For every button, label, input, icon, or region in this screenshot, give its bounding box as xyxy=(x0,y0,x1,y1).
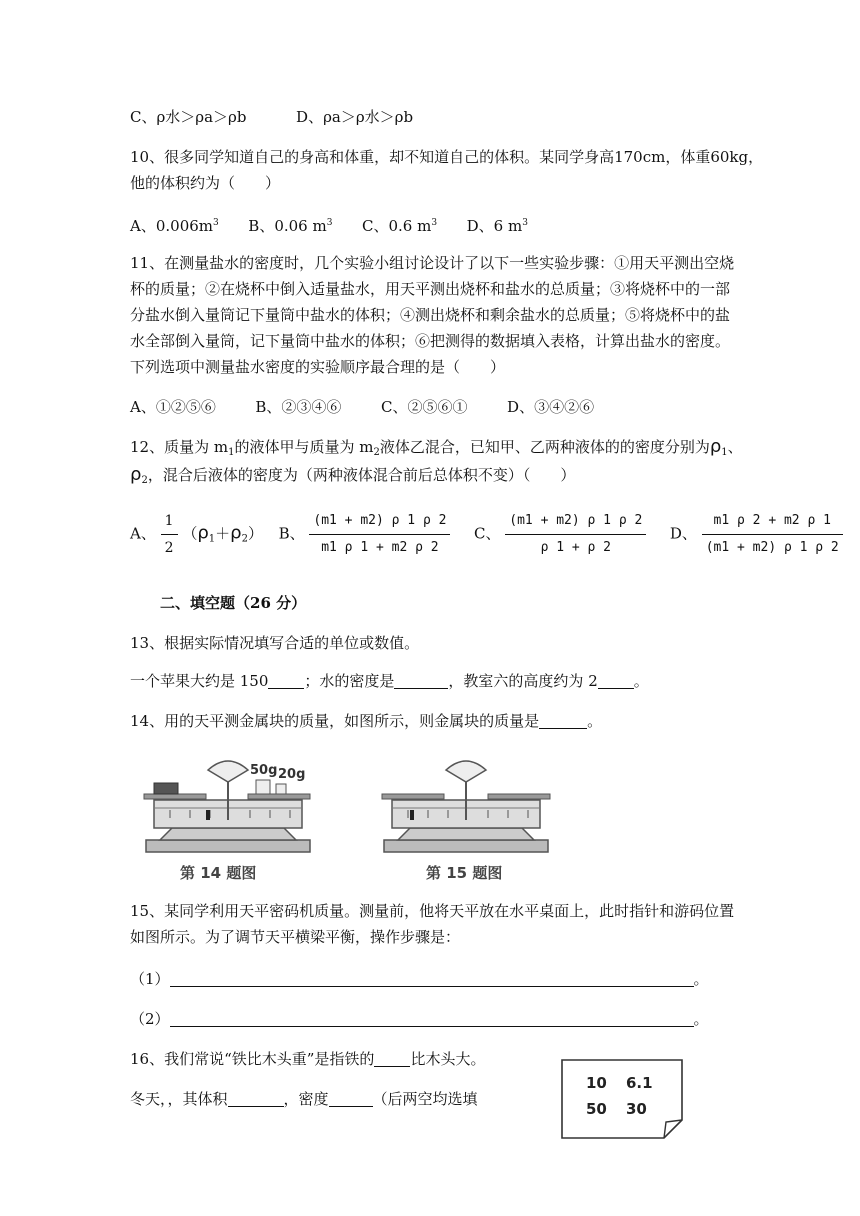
q13-blank-3[interactable] xyxy=(598,672,634,689)
q16-line-2: 冬天，，其体积 ，密度 （后两空均选填 xyxy=(130,1090,478,1108)
weight-20g-label: 20g xyxy=(278,767,306,782)
note-value-1: 10 xyxy=(586,1074,607,1092)
q10-option-d: D、6 $m^3$ xyxy=(466,217,528,235)
q16-blank-2[interactable] xyxy=(228,1090,284,1107)
q15-step-2: （2） 。 xyxy=(130,1010,709,1028)
q15-line-2: 如图所示。为了调节天平横梁平衡，操作步骤是： xyxy=(130,928,461,946)
section-2-title: 二、填空题（26 分） xyxy=(160,594,307,612)
q10-option-b: B、0.06 $m^3$ xyxy=(248,217,333,235)
q11-option-a: A、①②⑤⑥ xyxy=(130,398,216,416)
q14-line: 14、用的天平测金属块的质量，如图所示，则金属块的质量是 。 xyxy=(130,712,603,730)
figure-15-balance xyxy=(376,756,556,884)
q11-options xyxy=(130,396,594,418)
q15-step-1: （1） 。 xyxy=(130,970,709,988)
note-value-2: 6.1 xyxy=(626,1074,653,1092)
q16-blank-3[interactable] xyxy=(329,1090,373,1107)
q9-option-c: C、ρ水＞ρa＞ρb xyxy=(130,108,247,126)
weight-50g-label: 50g xyxy=(250,763,278,778)
q13-blank-2[interactable] xyxy=(394,672,448,689)
q9-option-d: D、ρa＞ρ水＞ρb xyxy=(296,108,414,126)
q12-options xyxy=(130,510,843,560)
q9-options xyxy=(130,106,413,128)
q12-option-b: B、 $\frac{(m1 + m2) \rho 1 \rho 2}{m1 \rho 1 + m2 \rho 2}$ xyxy=(279,510,451,559)
q12-option-d: D、 $\frac{m1 \rho 2 + m2 \rho 1}{(m1 + m2) \rho 1 \rho 2}$ xyxy=(670,510,843,559)
note-value-4: 30 xyxy=(626,1100,647,1118)
note-card xyxy=(560,1058,684,1140)
q12-option-c: C、 $\frac{(m1 + m2) \rho 1 \rho 2}{\rho 1 + \rho 2}$ xyxy=(474,510,646,559)
q11-option-b: B、②③④⑥ xyxy=(255,398,342,416)
q10-options xyxy=(130,212,528,237)
q13-blank-1[interactable] xyxy=(268,672,304,689)
q11-option-c: C、②⑤⑥① xyxy=(381,398,468,416)
q14-blank[interactable] xyxy=(539,712,587,729)
q10-line-1: 10、很多同学知道自己的身高和体重，却不知道自己的体积。某同学身高170cm，体重60kg， xyxy=(130,148,764,166)
q12-option-a: A、 $\frac{1}{2}$ $(\rho_1+\rho_2)$ xyxy=(130,510,263,559)
q16-line-1: 16、我们常说“铁比木头重”是指铁的 比木头大。 xyxy=(130,1050,486,1068)
q15-line-1: 15、某同学利用天平密码机质量。测量前，他将天平放在水平桌面上，此时指针和游码位置 xyxy=(130,902,735,920)
q10-option-a: A、$0.006m^3$ xyxy=(130,217,219,235)
q11-line-2: 杯的质量；②在烧杯中倒入适量盐水，用天平测出烧杯和盐水的总质量；③将烧杯中的一部 xyxy=(130,280,731,298)
q11-line-1: 11、在测量盐水的密度时，几个实验小组讨论设计了以下一些实验步骤：①用天平测出空烧 xyxy=(130,254,735,272)
figure-15-caption: 第 15 题图 xyxy=(426,864,503,882)
q13-line-1: 13、根据实际情况填写合适的单位或数值。 xyxy=(130,634,420,652)
figure-14-caption: 第 14 题图 xyxy=(180,864,257,882)
figure-14-balance xyxy=(140,756,316,884)
q15-step-1-blank[interactable] xyxy=(170,970,694,987)
q15-step-2-blank[interactable] xyxy=(170,1010,694,1027)
q13-line-2: 一个苹果大约是 150 ；水的密度是 ，教室六的高度约为 2 。 xyxy=(130,672,649,690)
note-value-3: 50 xyxy=(586,1100,607,1118)
q12-line-2: $\rho_2$，混合后液体的密度为（两种液体混合前后总体积不变）（ ） xyxy=(130,464,576,486)
q12-line-1: 12、质量为 $m_1$的液体甲与质量为 $m_2$液体乙混合，已知甲、乙两种液体的的密度分别为$\rho_1$、 xyxy=(130,436,743,458)
q11-line-5: 下列选项中测量盐水密度的实验顺序最合理的是（ ） xyxy=(130,358,506,376)
q11-line-3: 分盐水倒入量筒记下量筒中盐水的体积；④测出烧杯和剩余盐水的总质量；⑤将烧杯中的盐 xyxy=(130,306,731,324)
q16-blank-1[interactable] xyxy=(374,1050,410,1067)
q11-line-4: 水全部倒入量筒，记下量筒中盐水的体积；⑥把测得的数据填入表格，计算出盐水的密度。 xyxy=(130,332,731,350)
q10-line-2: 他的体积约为（ ） xyxy=(130,174,281,192)
q10-option-c: C、0.6 $m^3$ xyxy=(362,217,438,235)
note-card-outline xyxy=(560,1058,684,1140)
q11-option-d: D、③④②⑥ xyxy=(507,398,595,416)
